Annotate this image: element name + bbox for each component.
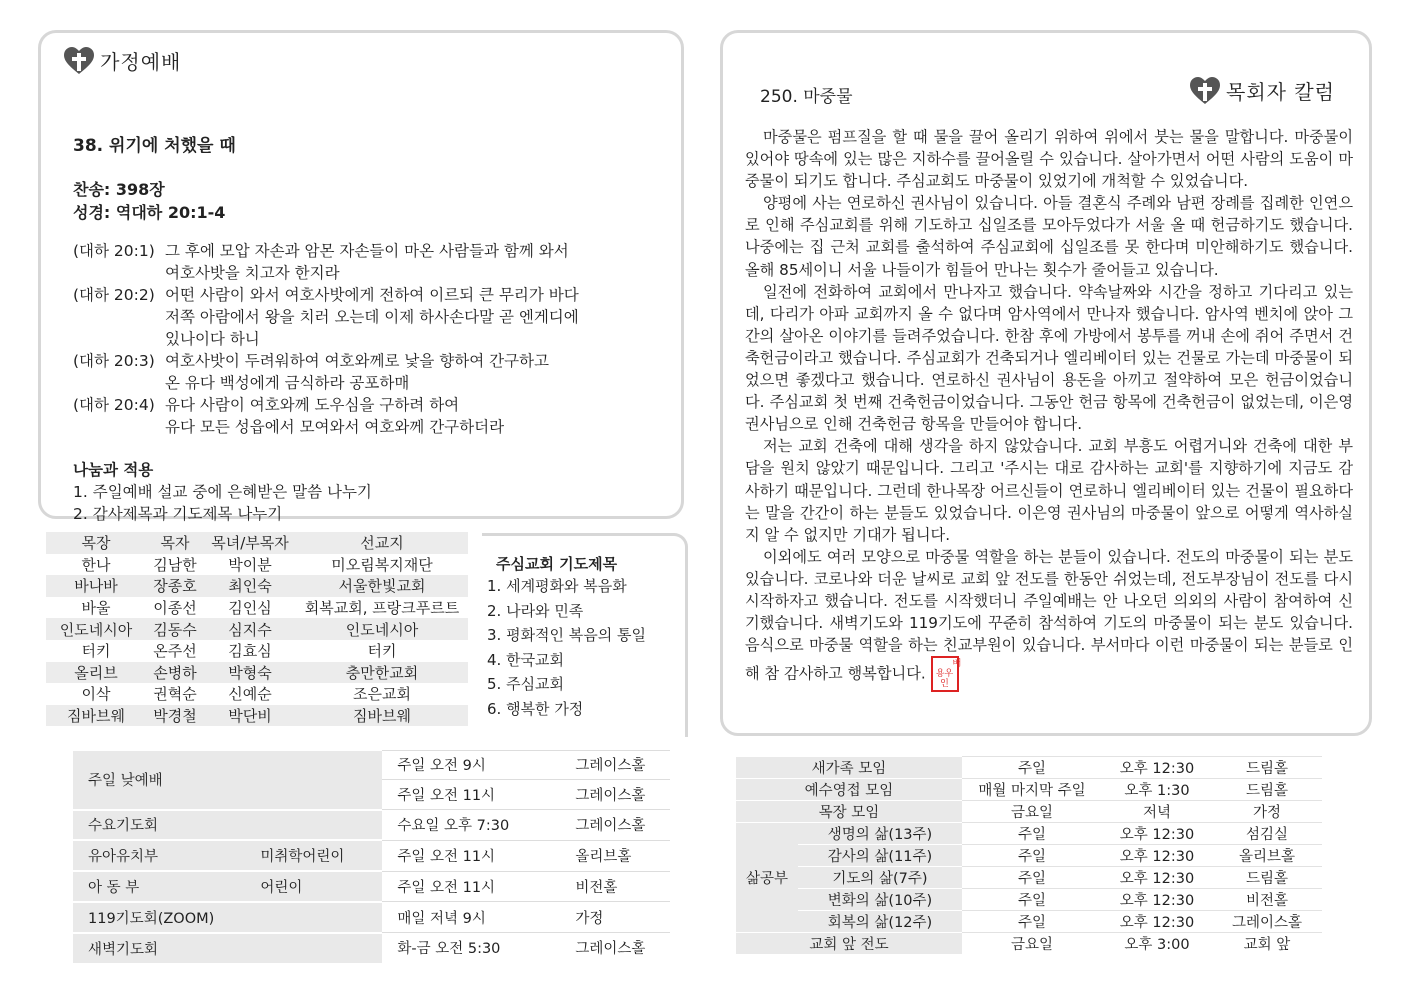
table-row: [73, 810, 670, 841]
service-label: 수요기도회: [73, 810, 260, 841]
verse: [73, 284, 673, 350]
col-header: 선교지: [296, 532, 468, 554]
service-place: 비전홀: [560, 871, 670, 902]
verse-ref: (대하 20:3): [73, 352, 155, 370]
table-row: [736, 933, 1322, 955]
verse-ref: (대하 20:1): [73, 242, 155, 260]
table-row: [736, 823, 1322, 845]
table-cell: 목장 모임: [736, 801, 962, 823]
table-cell: 회복의 삶(12주): [798, 911, 962, 933]
table-cell: 심지수: [204, 618, 296, 640]
family-worship-box: [38, 30, 684, 523]
table-row: [736, 757, 1322, 779]
column-paragraph: 마중물은 펌프질을 할 때 물을 끌어 올리기 위하여 위에서 붓는 물을 말합니다. 마중물이 있어야 땅속에 있는 많은 지하수를 끌어올릴 수 있습니다. 살아가면서 어떤 사람의 도움이 마중물이 되기도 합니다. 주심교회도 마중물이 있었기에 개척할 수 있었습니다.: [745, 128, 1353, 191]
service-audience: 미취학어린이: [260, 840, 382, 871]
share-title: 나눔과 적용: [73, 461, 154, 479]
table-cell: 한나: [81, 555, 111, 574]
table-cell: 서울한빛교회: [296, 575, 468, 597]
table-row: [46, 640, 468, 662]
verse-line: 어떤 사람이 와서 여호사밧에게 전하여 이르되 큰 무리가 바다: [165, 286, 579, 304]
verse-text: [165, 350, 673, 394]
verse-line: 저쪽 아람에서 왕을 치러 오는데 이제 하사손다말 곧 엔게디에: [165, 308, 579, 326]
service-time: 주일 오전 11시: [382, 780, 560, 810]
table-cell: 주일: [962, 889, 1102, 911]
table-cell: 김효심: [228, 642, 272, 661]
table-cell: 박형숙: [204, 662, 296, 684]
column-paragraph: 일전에 전화하여 교회에서 만나자고 했습니다. 약속날짜와 시간을 정하고 기다리고 있는데, 다리가 아파 교회까지 올 수 없다며 암사역에서 만나자 했습니다. 암사역 벤치에 앉아 그간의 살아온 이야기를 들려주었습니다. 한참 후에 가방에서 봉투를 꺼내 손에 쥐어 주면서 건축헌금이라고 했습니다. 주심교회가 건축되거나 엘리베이터 있는 건물로 가는데 마중물이 되었으면 좋겠다고 했습니다. 연로하신 권사님이 용돈을 아끼고 절약하여 모은 헌금이었습니다. 주심교회 첫 번째 건축헌금이었습니다. 그동안 헌금 항목에 건축헌금이 없었는데, 이은영 권사님으로 인해 건축헌금 항목을 만들어야 합니다.: [745, 282, 1353, 434]
table-cell: 오후 12:30: [1102, 867, 1212, 889]
prayer-item: 1. 세계평화와 복음화: [487, 577, 627, 595]
table-cell: 오후 12:30: [1102, 845, 1212, 867]
table-row: [46, 662, 468, 684]
table-row: [73, 871, 670, 902]
share-section: [73, 459, 372, 525]
table-cell: 교회 앞: [1212, 933, 1322, 955]
mission-header-row: [46, 532, 468, 554]
table-cell: 금요일: [962, 933, 1102, 955]
table-cell: 오후 12:30: [1102, 889, 1212, 911]
column-body: [745, 126, 1353, 692]
table-cell: 박경철: [146, 705, 204, 727]
table-cell: 올리브홀: [1212, 845, 1322, 867]
table-row: [736, 845, 1322, 867]
table-cell: 올리브: [46, 662, 146, 684]
table-row: [736, 801, 1322, 823]
table-cell: 신예순: [228, 685, 272, 704]
table-cell: 김인심: [228, 599, 272, 618]
table-cell: 터키: [81, 642, 111, 661]
verse-line: 온 유다 백성에게 금식하라 공포하매: [165, 374, 410, 392]
table-row: [73, 750, 670, 780]
verse-ref: (대하 20:4): [73, 396, 155, 414]
service-place: 그레이스홀: [560, 810, 670, 841]
table-cell: 생명의 삶(13주): [798, 823, 962, 845]
table-cell: 드림홀: [1212, 757, 1322, 779]
prayer-item: 3. 평화적인 복음의 통일: [487, 626, 647, 645]
share-item: 2. 감사제목과 기도제목 나누기: [73, 505, 283, 523]
table-row: [46, 705, 468, 727]
verse-line: 유다 모든 성읍에서 모여와서 여호와께 간구하더라: [165, 418, 505, 436]
pastor-column-box: [720, 30, 1372, 736]
col-header: 목자: [146, 532, 204, 554]
prayer-title: 주심교회 기도제목: [496, 555, 618, 573]
table-cell: 주일: [962, 867, 1102, 889]
table-cell: 드림홀: [1212, 867, 1322, 889]
table-row: [46, 683, 468, 705]
verse-text: [165, 284, 673, 350]
table-cell: 충만한교회: [296, 662, 468, 684]
table-cell: 새가족 모임: [736, 757, 962, 779]
table-cell: 가정: [1212, 801, 1322, 823]
service-place: 그레이스홀: [560, 780, 670, 810]
service-label: 119기도회(ZOOM): [73, 902, 260, 933]
verse-text: [165, 394, 673, 438]
service-audience: 어린이: [260, 871, 382, 902]
verse-ref: (대하 20:2): [73, 286, 155, 304]
table-cell: 온주선: [153, 642, 197, 661]
table-cell: 오후 12:30: [1102, 911, 1212, 933]
table-cell: 기도의 삶(7주): [798, 867, 962, 889]
heart-cross-icon: [1189, 77, 1221, 105]
hymn-number: 찬송: 398장: [73, 180, 165, 199]
group-schedule-table: [736, 756, 1322, 954]
table-cell: 터키: [367, 642, 397, 661]
table-cell: 박단비: [204, 705, 296, 727]
table-row: [46, 575, 468, 597]
column-title: 목회자 칼럼: [1226, 80, 1335, 104]
pastor-seal: 배용우인: [931, 656, 959, 692]
table-cell: 변화의 삶(10주): [798, 889, 962, 911]
study-label: 삶공부: [736, 823, 798, 933]
table-cell: 인도네시아: [46, 618, 146, 640]
table-cell: 김동수: [146, 618, 204, 640]
service-label: 새벽기도회: [73, 933, 260, 963]
verse-text: [165, 240, 673, 284]
service-place: 올리브홀: [560, 840, 670, 871]
heart-cross-icon: [63, 47, 95, 75]
table-cell: 바나바: [46, 575, 146, 597]
worship-subtitle: 38. 위기에 처했을 때: [73, 136, 236, 156]
service-place: 그레이스홀: [560, 750, 670, 780]
service-schedule-table: [73, 749, 670, 963]
verse-line: 유다 사람이 여호와께 도우심을 구하려 하여: [165, 396, 460, 414]
table-cell: 금요일: [962, 801, 1102, 823]
worship-title: 가정예배: [100, 50, 182, 74]
service-time: 주일 오전 11시: [382, 840, 560, 871]
table-row: [736, 911, 1322, 933]
prayer-list: [487, 574, 646, 722]
table-cell: 주일: [962, 757, 1102, 779]
mission-table: [46, 532, 468, 726]
prayer-topics-box: [482, 533, 688, 737]
table-cell: 장종호: [146, 575, 204, 597]
table-cell: 조은교회: [353, 685, 411, 704]
service-time: 화-금 오전 5:30: [382, 933, 560, 963]
column-paragraph: [745, 546, 1353, 692]
verse: [73, 394, 673, 438]
verse-line: 그 후에 모압 자손과 암몬 자손들이 마온 사람들과 함께 와서: [165, 242, 569, 260]
column-paragraph: 저는 교회 건축에 대해 생각을 하지 않았습니다. 교회 부흥도 어렵거니와 건축에 대한 부담을 원치 않았기 때문입니다. 그리고 '주시는 대로 감사하는 교회'를 지향하기에 지금도 감사하기 때문입니다. 그런데 한나목장 어르신들이 연로하니 엘리베이터 있는 건물이 필요하다는 말을 간간이 하는 분들도 있었습니다. 이은영 권사님의 마중물이 앞으로 어떻게 역사하실지 알 수 없지만 기대가 됩니다.: [745, 437, 1353, 544]
scripture-verses: [73, 240, 673, 438]
column-paragraph-text: 이외에도 여러 모양으로 마중물 역할을 하는 분들이 있습니다. 전도의 마중물이 되는 분도 있습니다. 코로나와 더운 날씨로 교회 앞 전도를 한동안 쉬었는데, 전도부장님이 전도를 다시 시작하자고 했습니다. 전도를 시작했더니 주일예배는 안 나오던 의외의 사람이 참여하여 신기했습니다. 새벽기도와 119기도에 꾸준히 참석하여 기도의 마중물이 되는 분도 있습니다. 음식으로 마중물 역할을 하는 친교부원이 있습니다. 부서마다 이런 마중물이 되는 분들로 인해 참 감사하고 행복합니다.: [745, 547, 1353, 683]
table-cell: 짐바브웨: [296, 705, 468, 727]
share-item: 1. 주일예배 설교 중에 은혜받은 말씀 나누기: [73, 483, 372, 501]
service-time: 매일 저녁 9시: [382, 902, 560, 933]
table-cell: 이종선: [153, 599, 197, 618]
service-label: 주일 낮예배: [73, 750, 382, 810]
table-cell: 감사의 삶(11주): [798, 845, 962, 867]
table-row: [73, 840, 670, 871]
column-paragraph: 양평에 사는 연로하신 권사님이 있습니다. 아들 결혼식 주례와 남편 장례를 집례한 인연으로 인해 주심교회를 위해 기도하고 십일조를 모아두었다가 서울 올 때 헌금하기도 했습니다. 나중에는 집 근처 교회를 출석하여 주심교회에 십일조를 못 한다며 미안해하기도 했습니다. 올해 85세이니 서울 나들이가 힘들어 만나는 횟수가 줄어들고 있습니다.: [745, 194, 1353, 279]
table-row: [46, 618, 468, 640]
table-row: [73, 902, 670, 933]
table-cell: 오후 3:00: [1102, 933, 1212, 955]
verse: [73, 350, 673, 394]
service-place: 그레이스홀: [560, 933, 670, 963]
table-cell: 이삭: [81, 685, 111, 704]
table-cell: 오후 12:30: [1102, 757, 1212, 779]
table-cell: 그레이스홀: [1212, 911, 1322, 933]
table-row: [46, 597, 468, 619]
service-audience: [260, 810, 382, 841]
table-cell: 교회 앞 전도: [736, 933, 962, 955]
table-cell: 권혁순: [153, 685, 197, 704]
prayer-item: 5. 주심교회: [487, 675, 565, 694]
table-cell: 박이분: [228, 555, 272, 574]
service-time: 수요일 오후 7:30: [382, 810, 560, 841]
verse-line: 있나이다 하니: [165, 330, 260, 348]
service-label: 유아유치부: [73, 840, 260, 871]
table-cell: 섬김실: [1212, 823, 1322, 845]
table-row: [736, 779, 1322, 801]
table-cell: 짐바브웨: [46, 705, 146, 727]
table-cell: 예수영접 모임: [736, 779, 962, 801]
table-row: [736, 867, 1322, 889]
table-cell: 주일: [962, 845, 1102, 867]
table-cell: 드림홀: [1212, 779, 1322, 801]
verse-line: 여호사밧이 두려워하여 여호와께로 낯을 향하여 간구하고: [165, 352, 549, 370]
service-audience: [260, 902, 382, 933]
table-cell: 최인숙: [204, 575, 296, 597]
column-number-title: 250. 마중물: [760, 87, 853, 107]
table-cell: 저녁: [1102, 801, 1212, 823]
col-header: 목녀/부목자: [204, 532, 296, 554]
table-cell: 인도네시아: [296, 618, 468, 640]
hymn-info: [73, 178, 225, 224]
scripture-ref: 성경: 역대하 20:1-4: [73, 203, 226, 222]
table-cell: 비전홀: [1212, 889, 1322, 911]
table-cell: 미오림복지재단: [331, 555, 433, 574]
table-cell: 매월 마지막 주일: [962, 779, 1102, 801]
table-cell: 바울: [81, 599, 111, 618]
worship-header: [63, 46, 181, 75]
table-cell: 손병하: [146, 662, 204, 684]
service-time: 주일 오전 11시: [382, 871, 560, 902]
table-row: [73, 933, 670, 963]
col-header: 목장: [46, 532, 146, 554]
table-cell: 김남한: [153, 555, 197, 574]
verse: [73, 240, 673, 284]
table-cell: 회복교회, 프랑크푸르트: [304, 599, 460, 618]
table-cell: 오후 1:30: [1102, 779, 1212, 801]
table-row: [46, 554, 468, 576]
column-header: [1189, 76, 1335, 105]
service-place: 가정: [560, 902, 670, 933]
table-row: [736, 889, 1322, 911]
verse-line: 여호사밧을 치고자 한지라: [165, 264, 340, 282]
service-audience: [260, 933, 382, 963]
table-cell: 오후 12:30: [1102, 823, 1212, 845]
table-cell: 주일: [962, 911, 1102, 933]
service-label: 아 동 부: [73, 871, 260, 902]
prayer-item: 2. 나라와 민족: [487, 601, 584, 620]
table-cell: 주일: [962, 823, 1102, 845]
prayer-item: 4. 한국교회: [487, 650, 565, 669]
service-time: 주일 오전 9시: [382, 750, 560, 780]
prayer-item: 6. 행복한 가정: [487, 699, 584, 718]
